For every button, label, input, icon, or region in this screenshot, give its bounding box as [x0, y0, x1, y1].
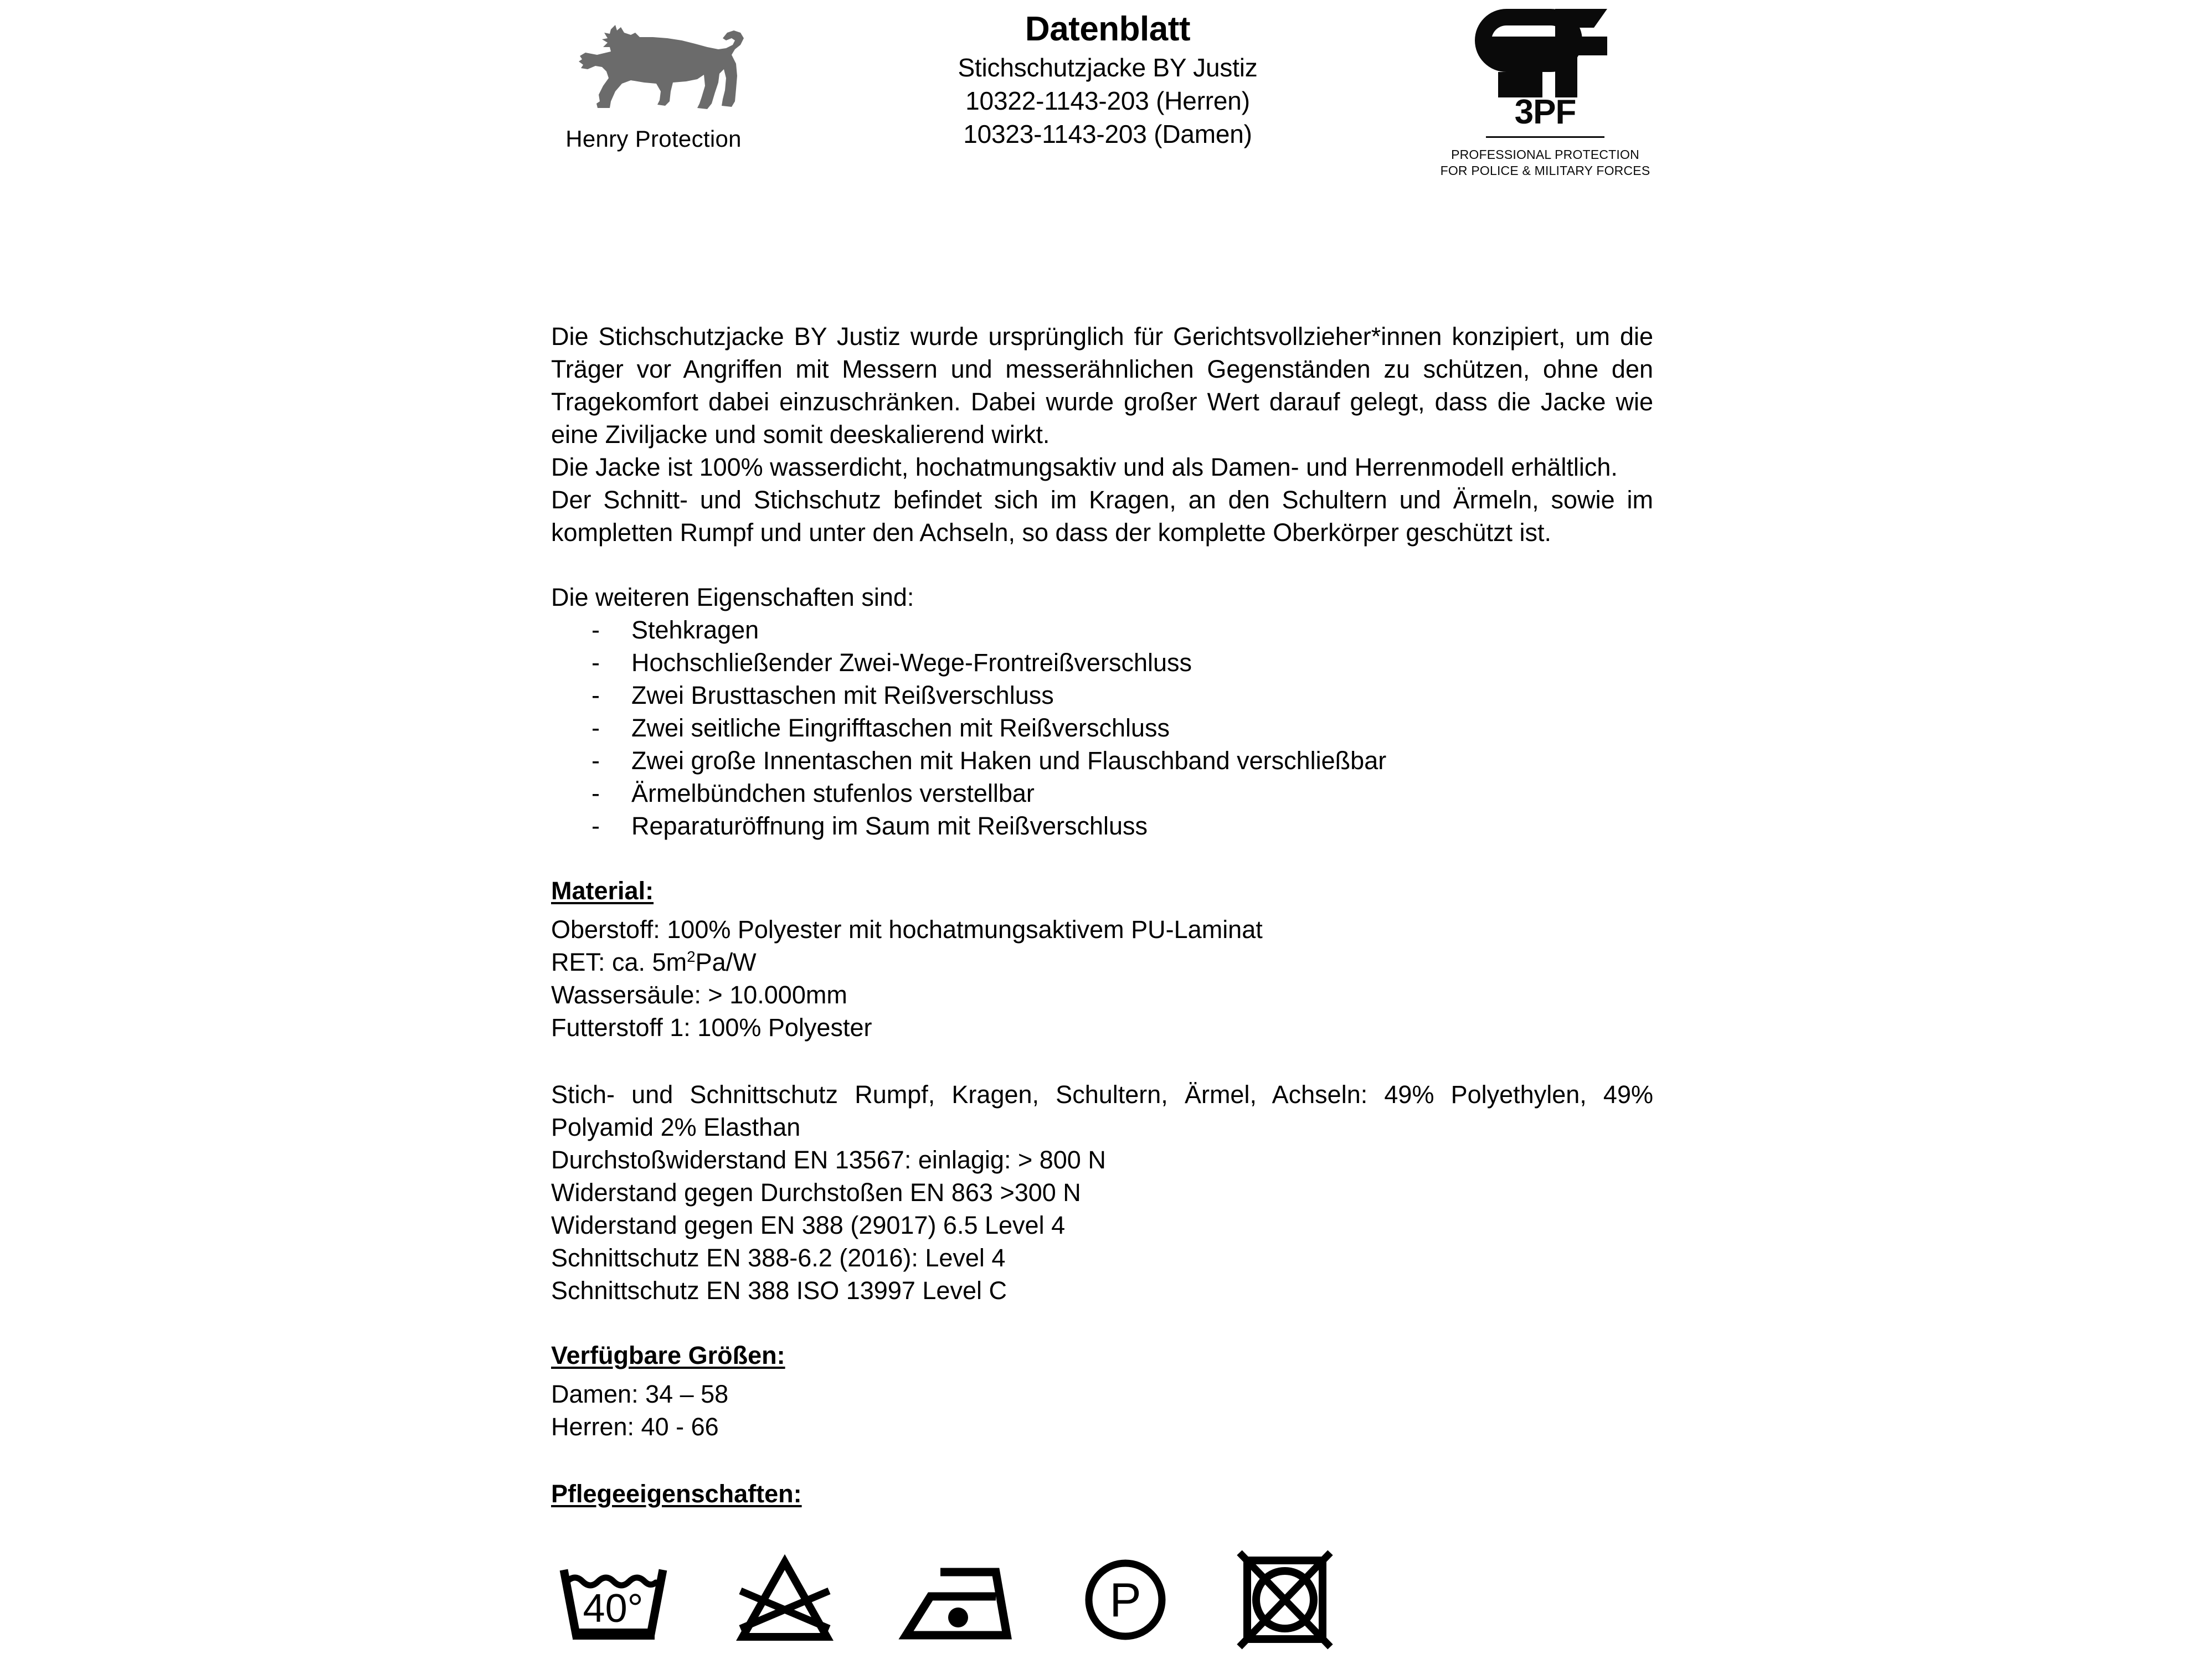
- list-item: [551, 810, 1653, 842]
- sizes-women: Damen: 34 – 58: [551, 1380, 729, 1408]
- protection-spec: Durchstoßwiderstand EN 13567: einlagig: > 800 N: [551, 1146, 1106, 1174]
- material-futterstoff: Futterstoff 1: 100% Polyester: [551, 1013, 872, 1042]
- list-item: [551, 614, 1653, 646]
- bullet-marker: -: [591, 616, 600, 644]
- list-item: [551, 646, 1653, 679]
- list-item-label: Zwei seitliche Eingrifftaschen mit Reißverschluss: [631, 714, 1170, 742]
- do-not-bleach-icon: [734, 1551, 836, 1648]
- pf-tagline-line2: FOR POLICE & MILITARY FORCES: [1440, 163, 1650, 178]
- page-title: Datenblatt: [1025, 10, 1191, 48]
- ret-suffix: Pa/W: [695, 948, 757, 976]
- svg-text:3PF: 3PF: [1514, 93, 1576, 131]
- protection-composition: Stich- und Schnittschutz Rumpf, Kragen, Schultern, Ärmel, Achseln: 49% Polyethylen, 49% Polyamid 2% Elasthan: [551, 1080, 1653, 1141]
- material-ret: [551, 946, 1653, 978]
- material-oberstoff: Oberstoff: 100% Polyester mit hochatmungsaktivem PU-Laminat: [551, 915, 1263, 944]
- product-name: Stichschutzjacke BY Justiz: [958, 53, 1258, 82]
- document-body: [551, 320, 1653, 1516]
- list-item-label: Stehkragen: [631, 616, 759, 644]
- list-item-label: Zwei Brusttaschen mit Reißverschluss: [631, 681, 1054, 709]
- sizes-heading-row: [551, 1339, 1653, 1378]
- sizes-men: Herren: 40 - 66: [551, 1413, 719, 1441]
- brand-name: Henry Protection: [565, 126, 742, 152]
- bullet-marker: -: [591, 779, 600, 807]
- list-item-label: Zwei große Innentaschen mit Haken und Flauschband verschließbar: [631, 746, 1387, 775]
- care-heading-row: [551, 1477, 1653, 1516]
- brand-block: [543, 6, 764, 153]
- svg-text:40°: 40°: [583, 1586, 644, 1631]
- professional-clean-p-icon: [1077, 1551, 1174, 1648]
- iron-low-one-dot-icon: [897, 1551, 1016, 1648]
- intro-paragraph-2: Die Jacke ist 100% wasserdicht, hochatmungsaktiv und als Damen- und Herrenmodell erhältlich.: [551, 453, 1618, 481]
- list-item-label: Hochschließender Zwei-Wege-Frontreißverschluss: [631, 648, 1192, 677]
- lion-rampant-icon: [543, 6, 764, 125]
- care-symbols-row: [554, 1539, 1340, 1659]
- wash-40-icon: [554, 1551, 673, 1648]
- list-item: [551, 777, 1653, 810]
- ret-exponent: 2: [687, 948, 696, 965]
- document-header: [0, 0, 2212, 194]
- list-item: [551, 679, 1653, 712]
- bullet-marker: -: [591, 681, 600, 709]
- article-number-women: 10323-1143-203 (Damen): [963, 120, 1252, 148]
- protection-spec: Widerstand gegen Durchstoßen EN 863 >300 N: [551, 1178, 1081, 1207]
- care-heading: Pflegeeigenschaften:: [551, 1480, 802, 1508]
- bullet-marker: -: [591, 812, 600, 840]
- pf-tagline-line1: PROFESSIONAL PROTECTION: [1451, 147, 1639, 162]
- material-heading-row: [551, 874, 1653, 913]
- features-list: [551, 614, 1653, 842]
- material-heading: Material:: [551, 877, 654, 905]
- pf-3pf-logo: [1437, 4, 1653, 187]
- sizes-heading: Verfügbare Größen:: [551, 1341, 785, 1369]
- material-wassersaeule: Wassersäule: > 10.000mm: [551, 981, 847, 1009]
- do-not-tumble-dry-icon: [1235, 1548, 1335, 1651]
- protection-spec: Widerstand gegen EN 388 (29017) 6.5 Level 4: [551, 1211, 1066, 1239]
- list-item: [551, 712, 1653, 744]
- list-item-label: Reparaturöffnung im Saum mit Reißverschluss: [631, 812, 1148, 840]
- bullet-marker: -: [591, 714, 600, 742]
- intro-paragraph-3: Der Schnitt- und Stichschutz befindet sich im Kragen, an den Schultern und Ärmeln, sowie im kompletten Rumpf und unter den Achseln, so dass der komplette Oberkörper geschützt ist.: [551, 486, 1653, 547]
- list-item: [551, 744, 1653, 777]
- protection-spec: Schnittschutz EN 388-6.2 (2016): Level 4: [551, 1244, 1006, 1272]
- intro-paragraph-1: Die Stichschutzjacke BY Justiz wurde ursprünglich für Gerichtsvollzieher*innen konzipiert, um die Träger vor Angriffen mit Messern und messerähnlichen Gegenständen zu schützen, ohne den Tragekomfort dabei einzuschränken. Dabei wurde großer Wert darauf gelegt, dass die Jacke wie eine Ziviljacke und somit deeskalierend wirkt.: [551, 322, 1653, 449]
- bullet-marker: -: [591, 648, 600, 677]
- title-block: [897, 8, 1318, 151]
- protection-spec: Schnittschutz EN 388 ISO 13997 Level C: [551, 1276, 1007, 1305]
- features-intro: Die weiteren Eigenschaften sind:: [551, 583, 914, 611]
- bullet-marker: -: [591, 746, 600, 775]
- svg-text:P: P: [1109, 1573, 1141, 1627]
- ret-prefix: RET: ca. 5m: [551, 948, 687, 976]
- list-item-label: Ärmelbündchen stufenlos verstellbar: [631, 779, 1035, 807]
- article-number-men: 10322-1143-203 (Herren): [965, 86, 1250, 115]
